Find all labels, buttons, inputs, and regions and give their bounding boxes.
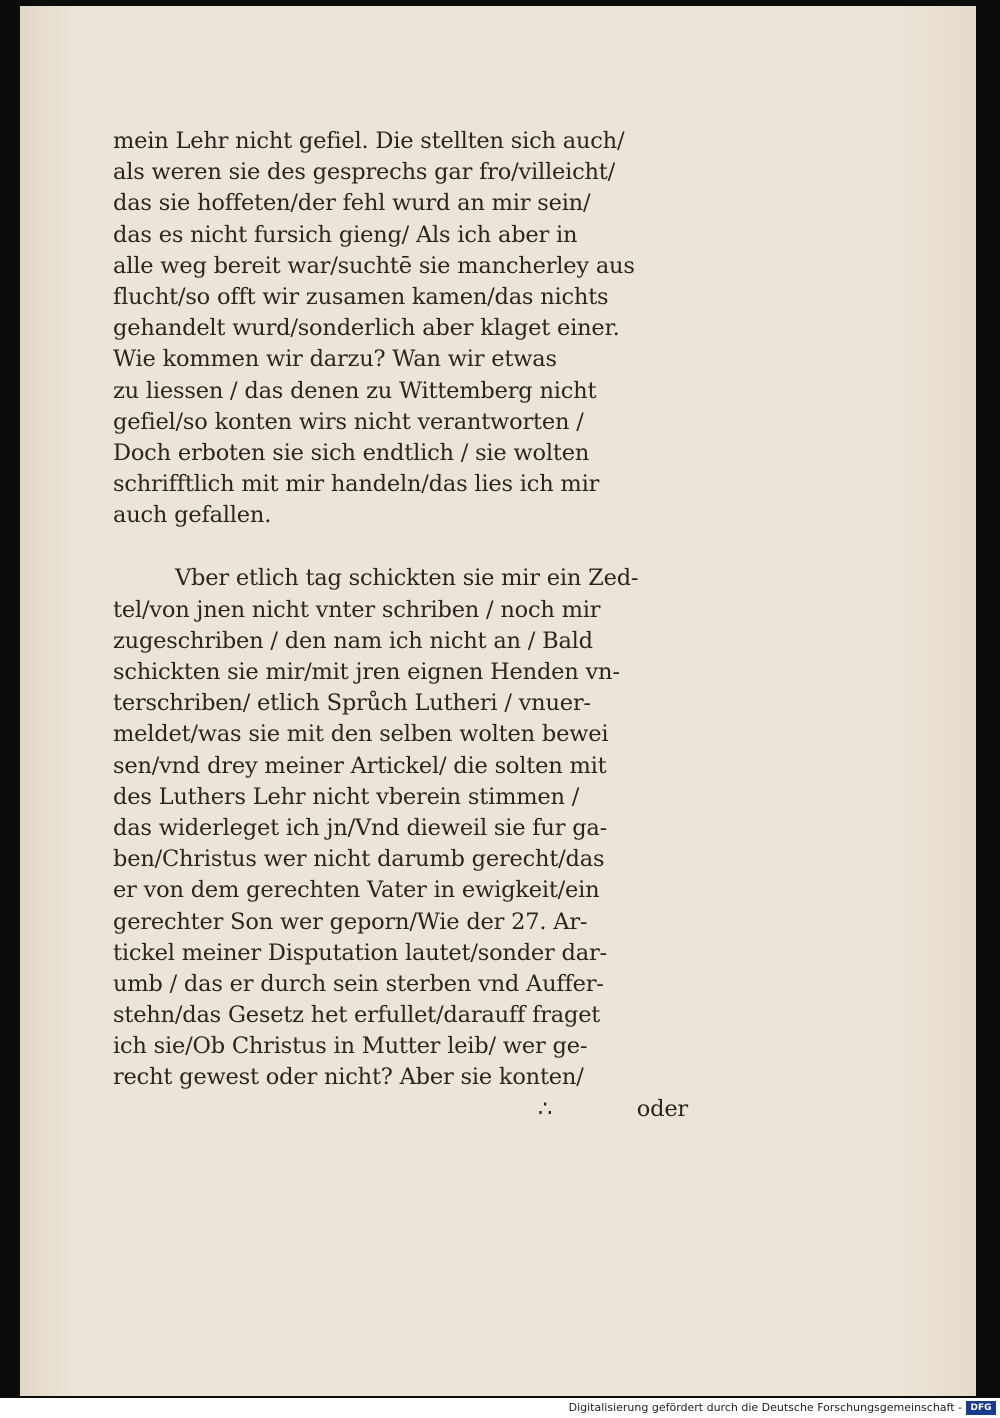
paragraph-gap — [113, 531, 693, 563]
text-line: tickel meiner Disputation lautet/sonder dar- — [113, 939, 607, 966]
text-line: recht gewest oder nicht? Aber sie konten/ — [113, 1064, 584, 1091]
page-foot — [113, 1094, 693, 1125]
paragraph-2 — [113, 563, 693, 1093]
text-line: des Luthers Lehr nicht vberein stimmen / — [113, 783, 580, 810]
text-line: Wie kommen wir darzu? Wan wir etwas — [113, 346, 557, 373]
text-line: das es nicht fursich gieng/ Als ich aber in — [113, 221, 578, 248]
text-line: Vber etlich tag schickten sie mir ein Zed- — [175, 565, 639, 592]
text-line: als weren sie des gesprechs gar fro/villeicht/ — [113, 159, 616, 186]
text-line: das widerleget ich jn/Vnd dieweil sie fur ga- — [113, 814, 608, 841]
text-line: mein Lehr nicht gefiel. Die stellten sich auch/ — [113, 128, 625, 154]
text-line: gefiel/so konten wirs nicht verantworten / — [113, 408, 584, 435]
text-line: stehn/das Gesetz het erfullet/darauff fraget — [113, 1002, 601, 1029]
text-line: ben/Christus wer nicht darumb gerecht/das — [113, 846, 605, 873]
text-line: gerechter Son wer geporn/Wie der 27. Ar- — [113, 908, 588, 935]
signature-mark: ∴ — [538, 1095, 553, 1122]
text-line: ich sie/Ob Christus in Mutter leib/ wer ge- — [113, 1033, 588, 1060]
footer-bar — [0, 1398, 1000, 1418]
text-line: gehandelt wurd/sonderlich aber klaget einer. — [113, 315, 620, 342]
text-line: das sie hoffeten/der fehl wurd an mir sein/ — [113, 190, 591, 217]
text-line: Doch erboten sie sich endtlich / sie wolten — [113, 439, 590, 466]
text-line: meldet/was sie mit den selben wolten bewei — [113, 721, 609, 748]
text-line: umb / das er durch sein sterben vnd Auffer- — [113, 970, 604, 997]
text-line: alle weg bereit war/suchtē sie mancherley aus — [113, 252, 635, 279]
text-line: zugeschriben / den nam ich nicht an / Bald — [113, 627, 593, 654]
dfg-logo: DFG — [966, 1401, 996, 1415]
catchword: oder — [636, 1095, 688, 1122]
text-line: sen/vnd drey meiner Artickel/ die solten mit — [113, 752, 607, 779]
text-line: er von dem gerechten Vater in ewigkeit/ein — [113, 877, 600, 904]
paragraph-1 — [113, 126, 693, 531]
text-line: terschriben/ etlich Sprůch Lutheri / vnuer- — [113, 690, 591, 717]
text-line: zu liessen / das denen zu Wittemberg nicht — [113, 377, 597, 404]
text-line: schickten sie mir/mit jren eignen Henden vn- — [113, 659, 620, 685]
text-line: auch gefallen. — [113, 502, 272, 529]
text-line: tel/von jnen nicht vnter schriben / noch mir — [113, 596, 601, 623]
text-line: schrifftlich mit mir handeln/das lies ich mir — [113, 471, 600, 498]
page-text — [113, 126, 693, 1125]
text-line: flucht/so offt wir zusamen kamen/das nichts — [113, 283, 609, 310]
dfg-credit: Digitalisierung gefördert durch die Deutsche Forschungsgemeinschaft - — [568, 1401, 962, 1414]
